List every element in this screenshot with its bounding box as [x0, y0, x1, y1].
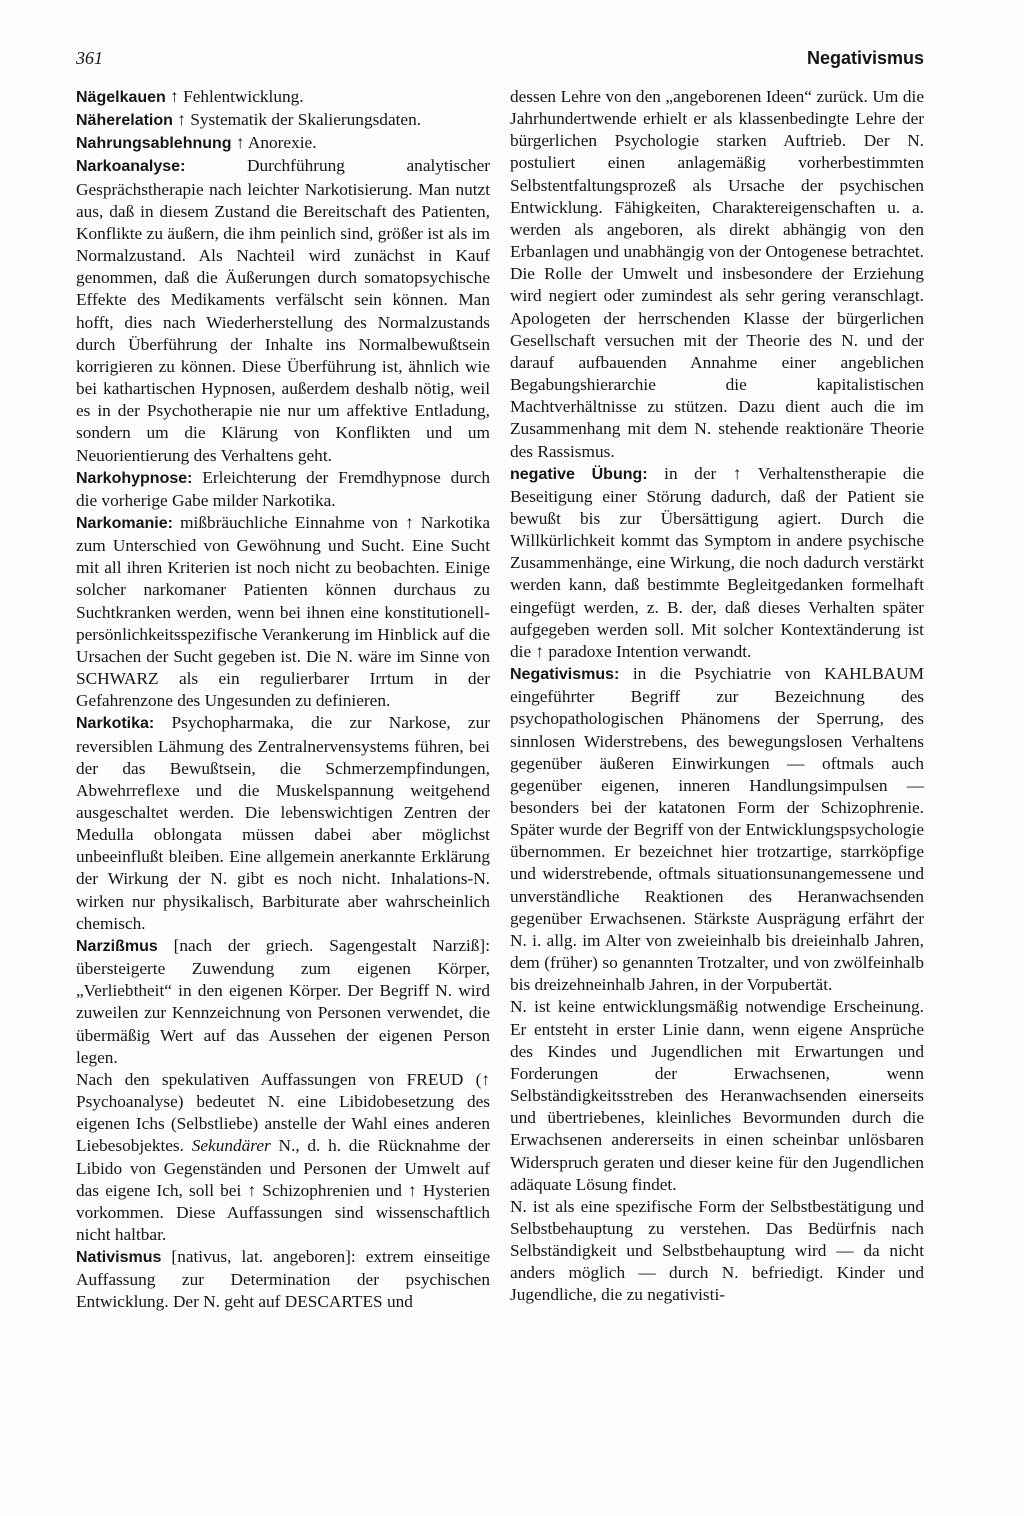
- entry-text: in die Psychiatrie von KAHLBAUM eingeführter Begriff zur Bezeichnung des psychopathologischen Phänomens der Sperrung, des sinnlosen Widerstrebens, des bewegungslosen Verhaltens gegenüber äußeren Einwirkungen — oftmals auch gegenüber eigenen, inneren Handlungsimpulsen — besonders bei der katatonen Form der Schizophrenie. Später wurde der Begriff von der Entwicklungspsychologie übernommen. Er bezeichnet hier trotzartige, starrköpfige und widerstrebende, oftmals situationsunangemessene und unverständliche Reaktionen des Heranwachsenden gegenüber Erwachsenen. Stärkste Ausprägung erfährt der N. i. allg. im Alter von zweieinhalb bis dreieinhalb Jahren, dem (früher) so genannten Trotzalter, und von zwölfeinhalb bis dreizehneinhalb Jahren, in der Vorpubertät.: [510, 664, 924, 995]
- entry-text: Nach den spekulativen Auffassungen von FREUD (↑ Psychoanalyse) bedeutet N. eine Libidobesetzung des eigenen Ichs (Selbstliebe) anstelle der Wahl eines anderen Liebesobjektes.: [76, 1069, 490, 1156]
- left-column: [76, 86, 490, 1314]
- entry-narkoanalyse: [76, 155, 490, 466]
- entry-text: Durchführung analytischer Gesprächstherapie nach leichter Narkotisierung. Man nutzt aus, daß in diesem Zustand die Bereitschaft des Patienten, Konflikte zu äußern, die ihm peinlich sind, größer ist als im Normalzustand. Als Nachteil wird zunächst in Kauf genommen, daß die Äußerungen durch somatopsychische Effekte des Medikaments verfälscht sein können. Man hofft, dies nach Wiederherstellung des Normalzustands durch Überführung der Inhalte ins Normalbewußtsein korrigieren zu können. Diese Überführung ist, ähnlich wie bei kathartischen Hypnosen, außerdem deshalb nötig, weil es in der Psychotherapie nie nur um affektive Entladung, sondern um die Klärung von Konflikten und um Neuorientierung des Verhaltens geht.: [76, 156, 490, 465]
- entry-negativismus-para-2: [510, 996, 924, 1195]
- entry-text: mißbräuchliche Einnahme von ↑ Narkotika zum Unterschied von Gewöhnung und Sucht. Eine Sucht mit all ihren Kriterien ist noch nicht zu beobachten. Einige solcher narkomaner Patienten können durchaus zu Suchtkranken werden, wenn bei ihnen eine konstitutionell-persönlichkeitsspezifische Verankerung im Hinblick auf die Ursachen der Sucht gegeben ist. Die N. wäre im Sinne von SCHWARZ als ein regulierbarer Irrtum in der Gefahrenzone des Ungesunden zu definieren.: [76, 512, 490, 711]
- entry-text: in der ↑ Verhaltenstherapie die Beseitigung einer Störung dadurch, daß der Patient sie bewußt bis zur Übersättigung agiert. Durch die Willkürlichkeit kommt das Symptom in andere psychische Zusammenhänge, eine Wirkung, die noch dadurch verstärkt werden kann, daß bestimmte Begleitgedanken formelhaft eingefügt werden, z. B. der, daß dieses Verhalten später aufgegeben werden soll. Mit solcher Kontextänderung ist die ↑ paradoxe Intention verwandt.: [510, 463, 924, 661]
- entry-nativismus: [76, 1246, 490, 1313]
- entry-term: Narkotika:: [76, 715, 155, 733]
- entry-term: Narzißmus: [76, 937, 158, 955]
- entry-text: dessen Lehre von den „angeborenen Ideen“ zurück. Um die Jahrhundertwende erhielt er als klassenbedingte Lehre der bürgerlichen Psychologie starken Auftrieb. Der N. postuliert einen anlagemäßig vorherbestimmten Selbstentfaltungsprozeß als Ursache der psychischen Entwicklung. Fähigkeiten, Charaktereigenschaften u. a. werden als angeboren, als direkt abhängig von den Erbanlagen und unabhängig von der Ontogenese betrachtet. Die Rolle der Umwelt und insbesondere der Erziehung wird negiert oder zumindest als sehr gering veranschlagt. Apologeten der herrschenden Klasse der bürgerlichen Gesellschaft versuchen mit der Theorie des N. und der darauf aufbauenden Annahme einer angeblichen Begabungshierarchie die kapitalistischen Machtverhältnisse zu stützen. Dazu dient auch die im Zusammenhang mit dem N. stehende reaktionäre Theorie des Rassismus.: [510, 87, 924, 461]
- page-number: 361: [76, 48, 103, 68]
- entry-text: N. ist keine entwicklungsmäßig notwendige Erscheinung. Er entsteht in erster Linie dann, wenn eigene Ansprüche des Kindes und Jugendlichen mit Erwartungen und Forderungen der Erwachsenen, wenn Selbständigkeitsstreben des Heranwachsenden einerseits und übertriebenes, kleinliches Bevormunden durch die Erwachsenen andererseits in einen scheinbar unlösbaren Widerspruch geraten und dieser keine für den Jugendlichen adäquate Lösung findet.: [510, 997, 924, 1194]
- entry-term: Nativismus: [76, 1249, 162, 1267]
- entry-term: Narkomanie:: [76, 514, 173, 532]
- entry-nahrungsablehnung: [76, 132, 490, 155]
- entry-narkohypnose: [76, 467, 490, 512]
- entry-nativismus-continued: [510, 86, 924, 463]
- entry-term: Negativismus:: [510, 666, 620, 684]
- entry-text: Erleichterung der Fremdhypnose durch die vorherige Gabe milder Narkotika.: [76, 467, 490, 510]
- entry-term: Nägelkauen: [76, 89, 166, 106]
- running-head: Negativismus: [806, 48, 924, 68]
- entry-text: ↑ Systematik der Skalierungsdaten.: [172, 110, 422, 130]
- entry-text: Psychopharmaka, die zur Narkose, zur reversiblen Lähmung des Zentralnervensystems führen, bei der das Bewußtsein, die Schmerzempfindungen, Abwehrreflexe und die Muskelspannung weitgehend ausgeschaltet werden. Die lebenswichtigen Zentren der Medulla oblongata müssen dabei aber möglichst unbeeinflußt bleiben. Eine allgemein anerkannte Erklärung der Wirkung der N. gibt es noch nicht. Inhalations-N. wirken nur physikalisch, Barbiturate aber wahrscheinlich chemisch.: [76, 713, 490, 933]
- entry-term: Narkohypnose:: [76, 469, 193, 487]
- entry-term: negative Übung:: [510, 465, 648, 483]
- entry-text: ↑ Anorexie.: [231, 133, 317, 153]
- entry-term: Näherelation: [76, 112, 173, 130]
- entry-text: [nativus, lat. angeboren]: extrem einseitige Auffassung zur Determination der psychischen Entwicklung. Der N. geht auf DESCARTES und: [76, 1247, 490, 1312]
- entry-narzissmus-continued: [76, 1069, 490, 1246]
- entry-negativismus-para-3: [510, 1196, 924, 1307]
- entry-term: Nahrungsablehnung: [76, 135, 232, 153]
- entry-narzissmus: [76, 935, 490, 1069]
- entry-term: Narkoanalyse:: [76, 158, 186, 176]
- right-column: [510, 86, 924, 1307]
- entry-negativismus: [510, 663, 924, 996]
- entry-narkomanie: [76, 512, 490, 712]
- entry-text: N., d. h. die Rücknahme der Libido von Gegenständen und Personen der Umwelt auf das eigene Ich, soll bei ↑ Schizophrenien und ↑ Hysterien vorkommen. Diese Auffassungen sind wissenschaftlich nicht haltbar.: [76, 1136, 491, 1244]
- entry-narkotika: [76, 712, 490, 935]
- entry-text: ↑ Fehlentwicklung.: [165, 87, 304, 106]
- entry-negative-uebung: [510, 463, 924, 663]
- entry-naeherelation: [76, 109, 490, 132]
- entry-text: N. ist als eine spezifische Form der Selbstbestätigung und Selbstbehauptung zu verstehen. Das Bedürfnis nach Selbständigkeit und Selbstbehauptung wird — da nicht anders möglich — durch N. befriedigt. Kinder und Jugendliche, die zu negativisti-: [510, 1196, 924, 1305]
- entry-naegelkauen: [76, 86, 490, 109]
- entry-italic: Sekundärer: [191, 1136, 271, 1156]
- entry-text: [nach der griech. Sagengestalt Narziß]: übersteigerte Zuwendung zum eigenen Körper, „Verliebtheit“ in den eigenen Körper. Der Begriff N. wird zuweilen zur Kennzeichnung von Personen verwendet, die übermäßig Wert auf das Aussehen der eigenen Person legen.: [76, 935, 490, 1067]
